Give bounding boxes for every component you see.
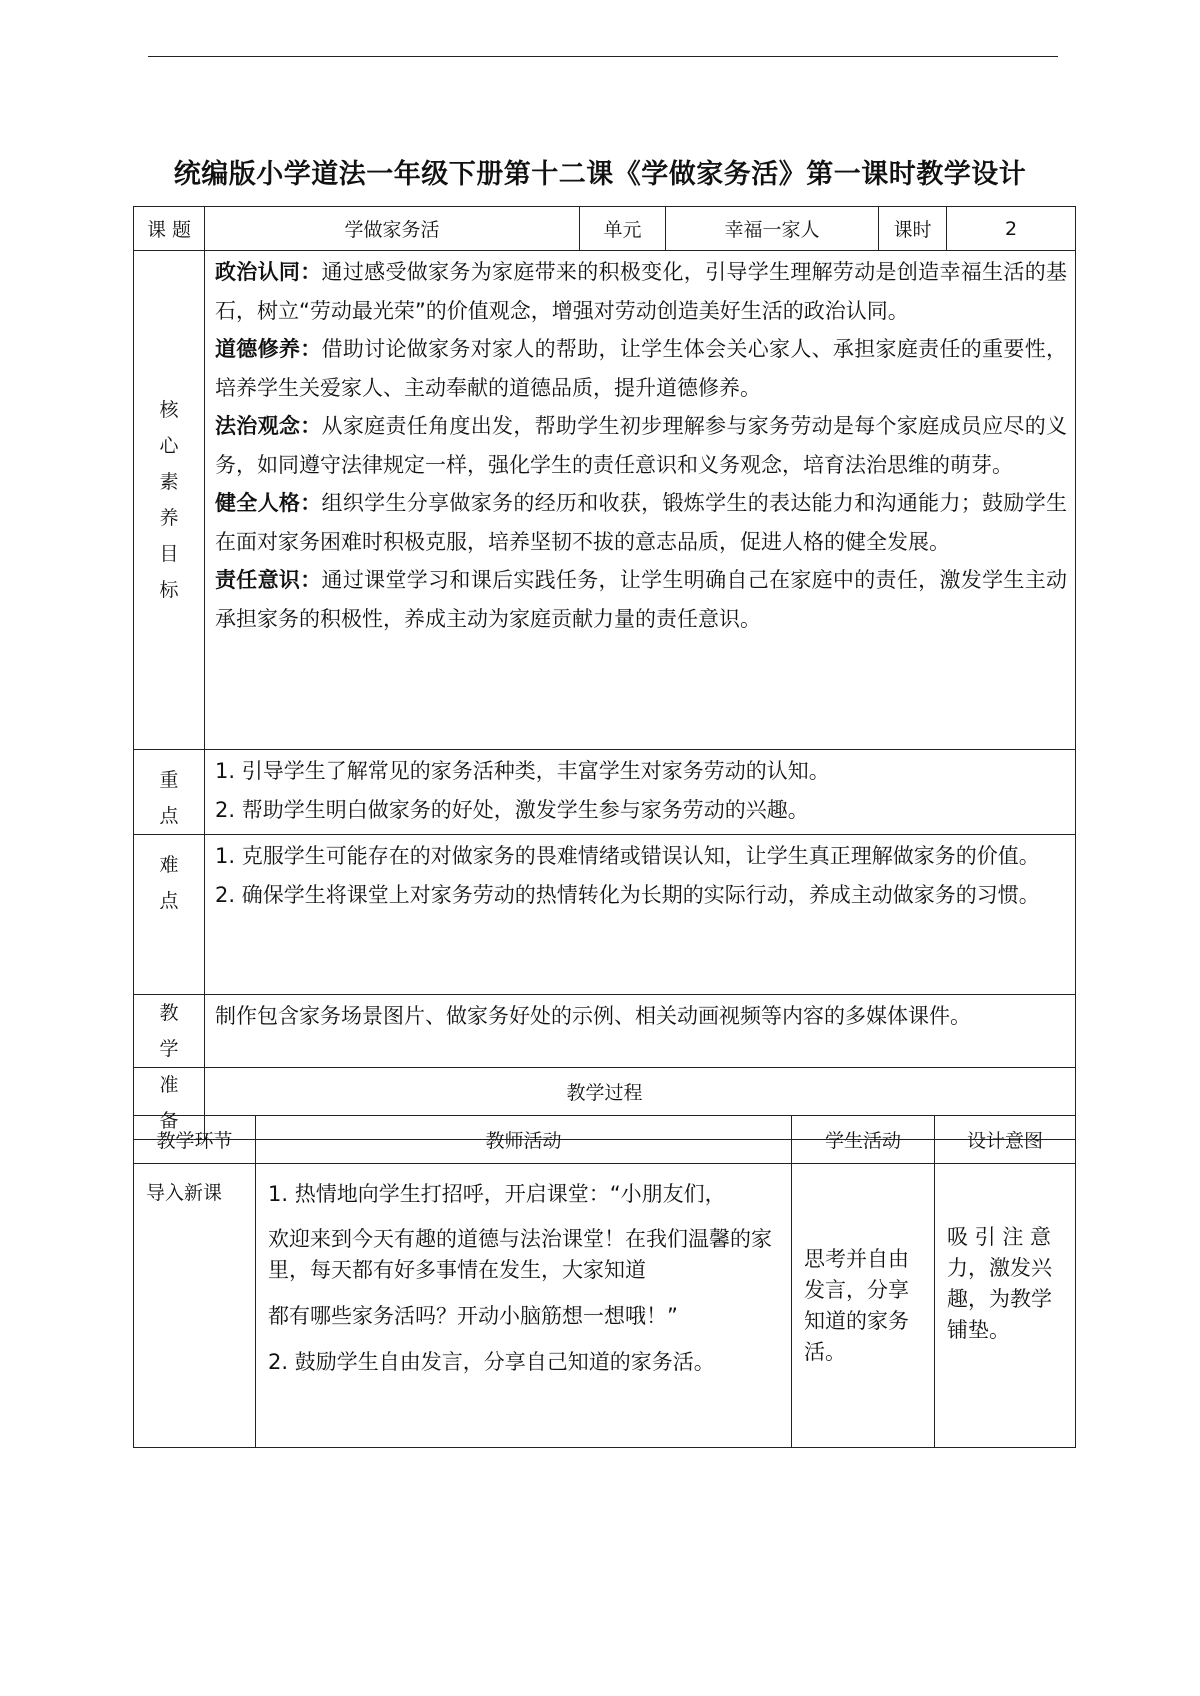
unit-value: 幸福一家人 <box>666 207 879 251</box>
col-header-teacher: 教师活动 <box>256 1116 792 1164</box>
process-header-row <box>134 1116 1076 1164</box>
goal-item: 责任意识：通过课堂学习和课后实践任务，让学生明确自己在家庭中的责任，激发学生主动承担家务的积极性，养成主动为家庭贡献力量的责任意识。 <box>215 568 1068 631</box>
topic-label-cell <box>134 207 205 251</box>
goals-content <box>205 251 1076 750</box>
col-header-segment: 教学环节 <box>134 1116 256 1164</box>
difficulty-item: 1. 克服学生可能存在的对做家务的畏难情绪或错误认知，让学生真正理解做家务的价值。 <box>215 844 1040 868</box>
key-point-item: 2. 帮助学生明白做家务的好处，激发学生参与家务劳动的兴趣。 <box>215 797 809 822</box>
topic-label: 课 题 <box>146 219 192 241</box>
design-intent: 吸 引 注 意力，激发兴趣，为教学铺垫。 <box>935 1164 1076 1448</box>
unit-label: 单元 <box>580 207 666 251</box>
goals-label: 核 心 素 养 目 标 <box>134 251 205 750</box>
process-title: 教学过程 <box>134 1068 1076 1116</box>
document-title: 统编版小学道法一年级下册第十二课《学做家务活》第一课时教学设计 <box>173 159 1027 190</box>
process-row <box>134 1164 1076 1448</box>
process-title-row <box>134 1068 1076 1116</box>
goal-item: 政治认同：通过感受做家务为家庭带来的积极变化，引导学生理解劳动是创造幸福生活的基石，树立“劳动最光荣”的价值观念，增强对劳动创造美好生活的政治认同。 <box>215 260 1068 323</box>
key-points-label: 重 点 <box>134 750 205 835</box>
teaching-process-table <box>133 1067 1076 1448</box>
key-point-item: 1. 引导学生了解常见的家务活种类，丰富学生对家务劳动的认知。 <box>215 759 830 783</box>
preparation-label: 教 学 准 备 <box>134 995 205 1140</box>
key-points-content <box>205 750 1076 835</box>
goal-item: 法治观念：从家庭责任角度出发，帮助学生初步理解参与家务劳动是每个家庭成员应尽的义务，如同遵守法律规定一样，强化学生的责任意识和义务观念，培育法治思维的萌芽。 <box>215 414 1068 477</box>
goals-row <box>134 251 1076 750</box>
hours-value: 2 <box>947 207 1076 251</box>
col-header-intent: 设计意图 <box>935 1116 1076 1164</box>
topic-value: 学做家务活 <box>205 207 580 251</box>
lesson-info-table <box>133 206 1076 1140</box>
goal-item: 道德修养：借助讨论做家务对家人的帮助，让学生体会关心家人、承担家庭责任的重要性，培养学生关爱家人、主动奉献的道德品质，提升道德修养。 <box>215 337 1068 400</box>
difficulty-item: 2. 确保学生将课堂上对家务劳动的热情转化为长期的实际行动，养成主动做家务的习惯。 <box>215 882 1040 907</box>
difficulties-row <box>134 835 1076 995</box>
info-row <box>134 207 1076 251</box>
header-rule <box>148 56 1058 57</box>
preparation-content: 制作包含家务场景图片、做家务好处的示例、相关动画视频等内容的多媒体课件。 <box>205 995 1076 1140</box>
segment-name: 导入新课 <box>134 1164 256 1448</box>
difficulties-label: 难 点 <box>134 835 205 995</box>
teacher-activity: 1. 热情地向学生打招呼，开启课堂：“小朋友们， 欢迎来到今天有趣的道德与法治课堂！在我们温馨的家里，每天都有好多事情在发生，大家知道 都有哪些家务活吗？开动小脑筋想一想哦！” 2. 鼓励学生自由发言，分享自己知道的家务活。 <box>256 1164 792 1448</box>
difficulties-content <box>205 835 1076 995</box>
hours-label: 课时 <box>879 207 947 251</box>
goal-item: 健全人格：组织学生分享做家务的经历和收获，锻炼学生的表达能力和沟通能力；鼓励学生在面对家务困难时积极克服，培养坚韧不拔的意志品质，促进人格的健全发展。 <box>215 491 1068 554</box>
student-activity: 思考并自由发言，分享知道的家务活。 <box>792 1164 935 1448</box>
key-points-row <box>134 750 1076 835</box>
col-header-student: 学生活动 <box>792 1116 935 1164</box>
